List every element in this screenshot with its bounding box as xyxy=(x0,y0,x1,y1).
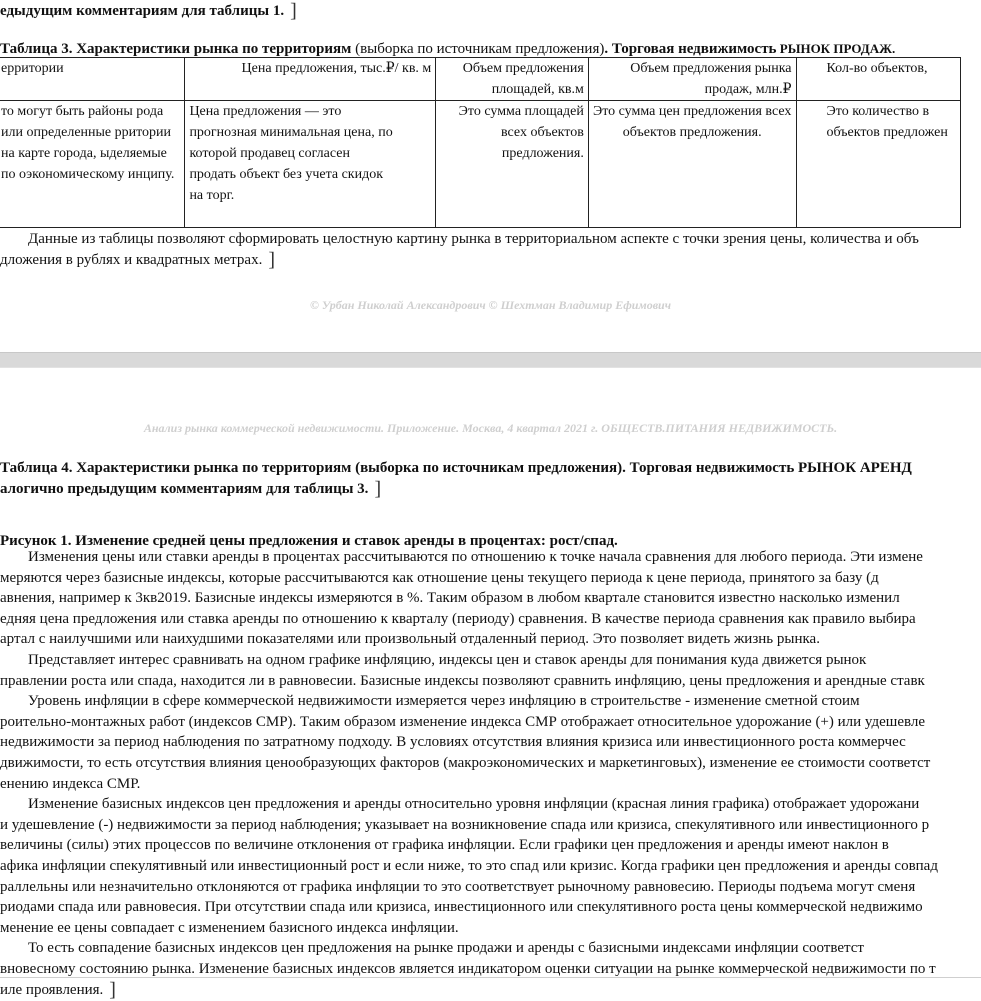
header-price: Цена предложения, тыс.₽/ кв. м xyxy=(185,58,436,101)
body-line: енению индекса СМР. xyxy=(0,775,141,792)
cell-area-volume: Это сумма площадей всех объектов предложения. xyxy=(436,101,589,228)
page-separator xyxy=(0,352,981,368)
body-line: Уровень инфляции в сфере коммерческой недвижимости измеряется через инфляцию в строительстве - изменение сметной стоим xyxy=(28,693,860,710)
cell-territory: то могут быть районы рода или определенные рритории на карте города, ыделяемые по оэкономическому инципу. xyxy=(0,101,185,228)
paragraph-mark: ] xyxy=(290,0,297,22)
cell-price: Цена предложения — это прогнозная минимальная цена, по которой продавец согласен продать объект без учета скидок на торг. xyxy=(185,101,436,228)
document-page-2 xyxy=(0,368,981,1001)
body-line: раллельны или незначительно отклоняются от графика инфляции то это соответствует рыночному равновесию. Периоды подъема могут сменя xyxy=(0,878,916,895)
after-table-line-1: Данные из таблицы позволяют сформировать целостную картину рынка в территориальном аспекте с точки зрения цены, количества и объ xyxy=(28,231,919,247)
body-line: едняя цена предложения или ставка аренды по отношению к кварталу (периоду) сравнения. В качестве периода сравнения как правило выбира xyxy=(0,610,916,627)
body-line: правлении роста или спада, находится ли в равновесии. Базисные индексы позволяют сравнить инфляцию, цены предложения и арендные ставк xyxy=(0,672,925,689)
body-line: авнения, например к 3кв2019. Базисные индексы измеряются в %. Таким образом в любом квартале становится известно насколько изменил xyxy=(0,590,900,607)
figure1-caption: Рисунок 1. Изменение средней цены предложения и ставок аренды в процентах: рост/спад. xyxy=(0,533,618,549)
body-line: величины (силы) этих процессов по величине отклонения от графика инфляции. Если графики цен предложения и аренды имеют наклон в xyxy=(0,837,889,854)
paragraph-mark: ] xyxy=(374,478,382,500)
body-line: иле проявления. ] xyxy=(0,978,116,1001)
body-line: роительно-монтажных работ (индексов СМР). Таким образом изменение индекса СМР отображает относительное удорожание (+) или удешевле xyxy=(0,713,926,730)
body-line: риодами спада или равновесия. При отсутствии спада или кризиса, инвестиционного или спекулятивного роста цены коммерческой недвижимо xyxy=(0,899,923,916)
body-line: Представляет интерес сравнивать на одном графике инфляцию, индексы цен и ставок аренды для понимания куда движется рынок xyxy=(28,652,867,668)
table3-caption-market: РЫНОК ПРОДАЖ. xyxy=(776,41,896,56)
paragraph-mark: ] xyxy=(109,978,116,1001)
paragraph-mark: ] xyxy=(268,249,275,271)
header-area-volume: Объем предложения площадей, кв.м xyxy=(436,58,589,101)
header-watermark: Анализ рынка коммерческой недвижимости. Приложение. Москва, 4 квартал 2021 г. ОБЩЕСТВ.ПИТАНИЯ НЕДВИЖИМОСТЬ. xyxy=(143,421,838,435)
table3-caption-segment: . Торговая недвижимость xyxy=(604,41,777,57)
footer-watermark: © Урбан Николай Александрович © Шехтман Владимир Ефимович xyxy=(309,298,672,312)
body-line: вновесному состоянию рынка. Изменение базисных индексов является индикатором оценки ситуации на рынке коммерческой недвижимости по т xyxy=(0,961,936,977)
after-table-line-2 xyxy=(0,250,275,271)
body-line: артал с наилучшими или наихудшими показателями или произвольный отдаленный период. Это позволяет видеть жизнь рынка. xyxy=(0,631,820,648)
header-object-count: Кол-во объектов, xyxy=(796,58,960,101)
body-line: То есть совпадение базисных индексов цен предложения на рынке продажи и аренды с базисными индексами инфляции соответст xyxy=(28,940,864,957)
table4-caption-line-1: Таблица 4. Характеристики рынка по территориям (выборка по источникам предложения). Торговая недвижимость РЫНОК АРЕНД xyxy=(0,460,912,476)
table3-caption-title: Таблица 3. Характеристики рынка по территориям xyxy=(0,41,352,57)
after-table-text: дложения в рублях и квадратных метрах. xyxy=(0,252,263,268)
header-sales-volume: Объем предложения рынка продаж, млн.₽ xyxy=(588,58,796,101)
table4-caption-line-2 xyxy=(0,479,381,500)
document-page-1 xyxy=(0,0,981,350)
cell-sales-volume: Это сумма цен предложения всех объектов предложения. xyxy=(588,101,796,228)
body-line: Изменения цены или ставки аренды в процентах рассчитываются по отношению к точке начала сравнения для любого периода. Эти измене xyxy=(28,549,923,565)
table-header-row xyxy=(0,58,961,101)
table4-caption-text: алогично предыдущим комментариям для таблицы 3. xyxy=(0,481,369,497)
body-line: и удешевление (-) недвижимости за период наблюдения; указывает на возникновение спада или кризиса, спекулятивного или инвестиционного р xyxy=(0,816,930,833)
previous-comment-text: едыдущим комментариям для таблицы 1. xyxy=(0,3,285,19)
body-line: афика инфляции спекулятивный или инвестиционный рост и если ниже, то это спад или кризис. Когда графики цен предложения и аренды совпад xyxy=(0,858,938,874)
body-line: менение ее цены совпадает с изменением базисного индекса инфляции. xyxy=(0,919,459,936)
header-territory: ерритории xyxy=(0,58,185,101)
body-line: недвижимости за период наблюдения по затратному подходу. В условиях отсутствия влияния кризиса или инвестиционного роста коммерчес xyxy=(0,734,906,751)
body-line: движимости, то есть отсутствия влияния ценообразующих факторов (макроэкономических и маркетинговых), изменение ее стоимости соответст xyxy=(0,755,931,771)
previous-comment-line xyxy=(0,1,297,22)
body-line: меряются через базисные индексы, которые рассчитываются как отношение цены текущего периода к цене периода, принятого за базу (д xyxy=(0,569,879,586)
body-line: Изменение базисных индексов цен предложения и аренды относительно уровня инфляции (красная линия графика) отображает удорожани xyxy=(28,796,920,813)
table-row xyxy=(0,101,961,228)
table3-caption-source: (выборка по источникам предложения) xyxy=(351,41,605,57)
table3 xyxy=(0,57,961,228)
cell-object-count: Это количество в объектов предложен xyxy=(796,101,960,228)
page-bottom-rule xyxy=(0,977,981,978)
